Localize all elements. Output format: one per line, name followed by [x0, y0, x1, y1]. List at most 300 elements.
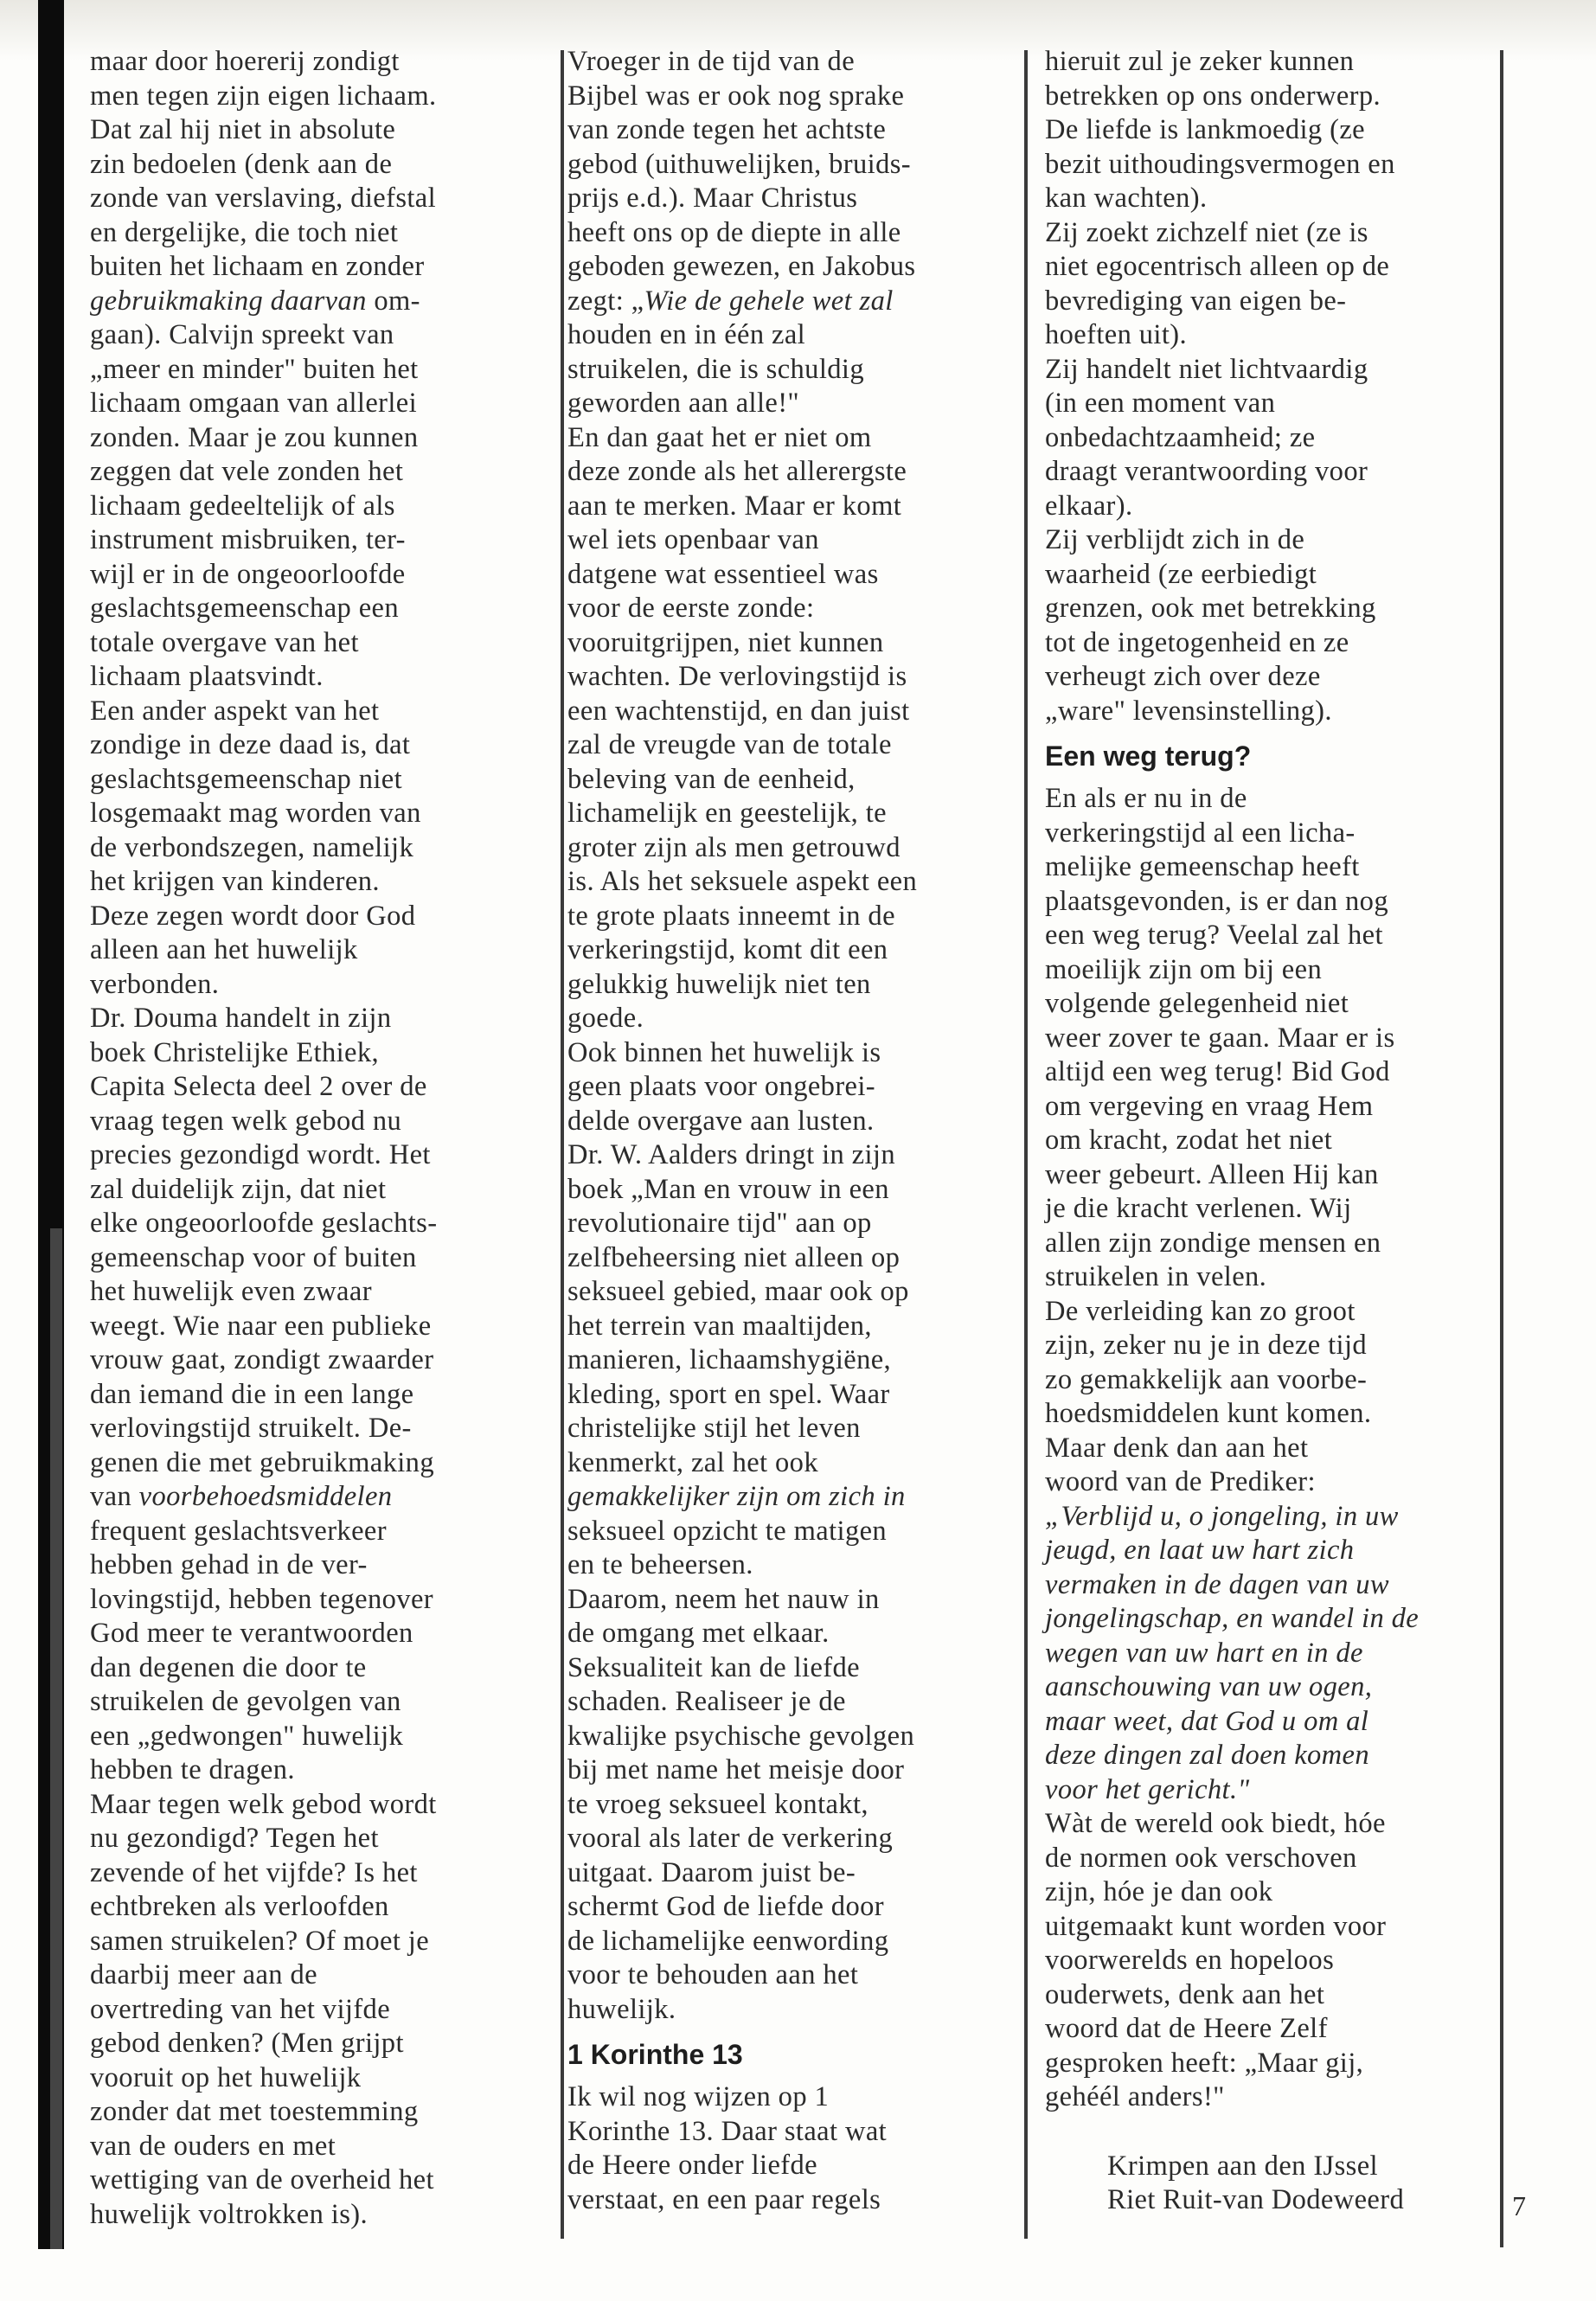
- text: aan te merken. Maar er komt: [567, 490, 902, 522]
- text: verheugt zich over deze: [1045, 661, 1321, 692]
- text-line: [567, 660, 1009, 695]
- text-line: [90, 216, 531, 251]
- text: boek „Man en vrouw in een: [567, 1173, 889, 1205]
- text: waarheid (ze eerbiedigt: [1045, 558, 1317, 590]
- text-line: [567, 1207, 1009, 1241]
- text-line: [567, 1993, 1009, 2028]
- text: wettiging van de overheid het: [90, 2164, 434, 2195]
- text-line: [1045, 1397, 1486, 1432]
- signature-line: [1045, 2183, 1486, 2218]
- text-line: [1045, 558, 1486, 593]
- text-line: [567, 1583, 1009, 1618]
- text-line: [567, 523, 1009, 558]
- text: verkeringstijd al een licha-: [1045, 817, 1356, 849]
- text-line: [1045, 2080, 1486, 2115]
- text: Deze zegen wordt door God: [90, 900, 416, 932]
- text-line: [1045, 387, 1486, 421]
- text-line: [567, 933, 1009, 968]
- text-line: [90, 592, 531, 626]
- italic-text: gebruikmaking daarvan: [90, 285, 367, 317]
- text: uitgaat. Daarom juist be-: [567, 1856, 856, 1888]
- text: delde overgave aan lusten.: [567, 1105, 875, 1137]
- text-line: [567, 728, 1009, 763]
- text-line: [1045, 113, 1486, 148]
- text-line: [567, 387, 1009, 421]
- text-line: [90, 933, 531, 968]
- text-line: [567, 865, 1009, 900]
- text-line: [90, 1958, 531, 1993]
- text: zeggen dat vele zonden het: [90, 456, 404, 487]
- text-line: [90, 968, 531, 1003]
- text: elke ongeoorloofde geslachts-: [90, 1208, 438, 1239]
- text-line: [567, 1343, 1009, 1378]
- text: draagt verantwoording voor: [1045, 456, 1368, 487]
- text-line: [90, 1993, 531, 2028]
- text-line: [567, 968, 1009, 1003]
- text: wijl er in de ongeoorloofde: [90, 558, 406, 590]
- text: instrument misbruiken, ter-: [90, 524, 406, 555]
- text: en te beheersen.: [567, 1549, 753, 1580]
- text-line: [90, 1002, 531, 1036]
- text-line: [567, 558, 1009, 593]
- text: vrouw gaat, zondigt zwaarder: [90, 1344, 434, 1375]
- text-line: [90, 2198, 531, 2233]
- text: geslachtsgemeenschap niet: [90, 763, 403, 795]
- text-line: [1045, 353, 1486, 388]
- text-line: [1045, 1944, 1486, 1978]
- text-line: [90, 45, 531, 80]
- italic-text: deze dingen zal doen komen: [1045, 1740, 1370, 1771]
- text: en dergelijke, die toch niet: [90, 216, 399, 248]
- text: kleding, sport en spel. Waar: [567, 1378, 890, 1410]
- text: betrekken op ons onderwerp.: [1045, 80, 1381, 112]
- text-line: [90, 148, 531, 183]
- italic-text: Wie de gehele wet zal: [644, 285, 894, 317]
- text: huwelijk voltrokken is).: [90, 2198, 369, 2230]
- text: bezit uithoudingsvermogen en: [1045, 148, 1395, 180]
- text-line: [1045, 1842, 1486, 1876]
- spacer: [1045, 2115, 1486, 2150]
- text-line: [90, 2027, 531, 2061]
- text-line: [567, 2080, 1009, 2115]
- text: hebben te dragen.: [90, 1754, 295, 1785]
- text-line: [567, 1720, 1009, 1754]
- text-line: [567, 1480, 1009, 1515]
- text: De liefde is lankmoedig (ze: [1045, 114, 1365, 145]
- text-line: [90, 1617, 531, 1651]
- text-line: [567, 318, 1009, 353]
- text-line: [90, 797, 531, 831]
- text: En als er nu in de: [1045, 783, 1247, 814]
- text-line: [1045, 490, 1486, 524]
- text: Wàt de wereld ook biedt, hóe: [1045, 1808, 1386, 1839]
- italic-text: vermaken in de dagen van uw: [1045, 1568, 1389, 1600]
- text: zo gemakkelijk aan voorbe-: [1045, 1363, 1368, 1395]
- text: vooruitgrijpen, niet kunnen: [567, 626, 884, 658]
- text: melijke gemeenschap heeft: [1045, 851, 1360, 882]
- text-line: [567, 45, 1009, 80]
- text: schermt God de liefde door: [567, 1891, 884, 1922]
- text-line: [567, 1446, 1009, 1481]
- text: men tegen zijn eigen lichaam.: [90, 80, 437, 112]
- text-line: [90, 1720, 531, 1754]
- text-line: [567, 626, 1009, 661]
- text: revolutionaire tijd" aan op: [567, 1208, 872, 1239]
- text-line: [567, 1241, 1009, 1276]
- italic-text: aanschouwing van uw ogen,: [1045, 1671, 1373, 1702]
- text-line: [90, 1105, 531, 1139]
- text-line: [1045, 782, 1486, 817]
- text-line: [1045, 523, 1486, 558]
- text: zonde van verslaving, diefstal: [90, 183, 437, 214]
- text-line: [567, 250, 1009, 285]
- text-line: [1045, 1670, 1486, 1705]
- text: woord dat de Heere Zelf: [1045, 2013, 1328, 2044]
- page-number: 7: [1512, 2190, 1526, 2221]
- text: je die kracht verlenen. Wij: [1045, 1193, 1352, 1224]
- text: Dr. W. Aalders dringt in zijn: [567, 1139, 896, 1170]
- text: maar door hoererij zondigt: [90, 46, 400, 77]
- text: nu gezondigd? Tegen het: [90, 1823, 379, 1854]
- text: zegt: „: [567, 285, 644, 317]
- italic-text: jeugd, en laat uw hart zich: [1045, 1535, 1355, 1566]
- text: gelukkig huwelijk niet ten: [567, 968, 871, 1000]
- text: Seksualiteit kan de liefde: [567, 1651, 861, 1683]
- text: verbonden.: [90, 968, 220, 1000]
- text-line: [90, 558, 531, 593]
- text-line: [567, 1412, 1009, 1446]
- text-line: [1045, 318, 1486, 353]
- text-line: [90, 1310, 531, 1344]
- text: Korinthe 13. Daar staat wat: [567, 2115, 888, 2147]
- text: schaden. Realiseer je de: [567, 1686, 846, 1717]
- text-line: [90, 1036, 531, 1071]
- text: van zonde tegen het achtste: [567, 114, 887, 145]
- text: groter zijn als men getrouwd: [567, 831, 901, 863]
- text-line: [90, 2130, 531, 2164]
- text-line: [1045, 1705, 1486, 1740]
- text: Zij verblijdt zich in de: [1045, 524, 1305, 555]
- text-line: [567, 1788, 1009, 1823]
- column-rule-1: [561, 50, 564, 2239]
- text-line: [90, 80, 531, 114]
- text: frequent geslachtsverkeer: [90, 1515, 387, 1547]
- text-line: [567, 1822, 1009, 1856]
- text-line: [567, 695, 1009, 729]
- text: struikelen, die is schuldig: [567, 353, 864, 385]
- text: Een ander aspekt van het: [90, 695, 380, 727]
- text-line: [90, 182, 531, 216]
- text: lovingstijd, hebben tegenover: [90, 1583, 433, 1615]
- text: Dr. Douma handelt in zijn: [90, 1003, 392, 1034]
- text: struikelen de gevolgen van: [90, 1686, 401, 1717]
- text: zal de vreugde van de totale: [567, 729, 892, 760]
- text: grenzen, ook met betrekking: [1045, 593, 1376, 624]
- text: de verbondszegen, namelijk: [90, 831, 414, 863]
- text: kan wachten).: [1045, 183, 1208, 214]
- text: geen plaats voor ongebrei-: [567, 1071, 876, 1102]
- text-line: [90, 1480, 531, 1515]
- text-line: [1045, 1432, 1486, 1466]
- text-line: [90, 865, 531, 900]
- text: een weg terug? Veelal zal het: [1045, 920, 1383, 951]
- text: plaatsgevonden, is er dan nog: [1045, 885, 1388, 917]
- text: het huwelijk even zwaar: [90, 1276, 372, 1307]
- text-line: [90, 695, 531, 729]
- text-line: [90, 1548, 531, 1583]
- text-line: [1045, 1329, 1486, 1363]
- text-line: [90, 1378, 531, 1413]
- text: En dan gaat het er niet om: [567, 421, 872, 453]
- text: zal duidelijk zijn, dat niet: [90, 1173, 387, 1205]
- text-line: [567, 353, 1009, 388]
- italic-text: „Verblijd u, o jongeling, in uw: [1045, 1500, 1399, 1532]
- text: voor te behouden aan het: [567, 1959, 859, 1990]
- text-line: [567, 1856, 1009, 1891]
- text-line: [1045, 1192, 1486, 1227]
- text-line: [90, 831, 531, 866]
- text: „ware" levensinstelling).: [1045, 695, 1332, 727]
- text: te grote plaats inneemt in de: [567, 900, 895, 932]
- text: prijs e.d.). Maar Christus: [567, 183, 858, 214]
- text-line: [1045, 1534, 1486, 1568]
- text-line: [567, 1753, 1009, 1788]
- text-line: [90, 250, 531, 285]
- text-line: [1045, 1773, 1486, 1808]
- text-line: [90, 763, 531, 798]
- text: kwalijke psychische gevolgen: [567, 1720, 915, 1752]
- text-line: [1045, 660, 1486, 695]
- text: Zij zoekt zichzelf niet (ze is: [1045, 216, 1368, 248]
- text-line: [1045, 80, 1486, 114]
- text: seksueel gebied, maar ook op: [567, 1276, 909, 1307]
- text-line: [1045, 1465, 1486, 1500]
- text: te vroeg seksueel kontakt,: [567, 1788, 869, 1820]
- text: vooruit op het huwelijk: [90, 2061, 362, 2093]
- text-line: [1045, 626, 1486, 661]
- text: zijn, hóe je dan ook: [1045, 1876, 1273, 1907]
- text-line: [567, 455, 1009, 490]
- text-line: [1045, 421, 1486, 456]
- text: wachten. De verlovingstijd is: [567, 661, 907, 692]
- text-line: [90, 1753, 531, 1788]
- text-line: [90, 1651, 531, 1686]
- text: verlovingstijd struikelt. De-: [90, 1413, 412, 1444]
- scan-edge-lower: [50, 1228, 62, 2249]
- text: het terrein van maaltijden,: [567, 1310, 872, 1342]
- text-line: [567, 2183, 1009, 2218]
- text-line: [1045, 885, 1486, 920]
- text-line: [90, 2163, 531, 2198]
- text: „meer en minder" buiten het: [90, 353, 419, 385]
- text-line: [90, 1856, 531, 1891]
- text: houden en in één zal: [567, 319, 806, 350]
- text: zin bedoelen (denk aan de: [90, 148, 393, 180]
- text-line: [1045, 148, 1486, 183]
- text-line: [90, 1207, 531, 1241]
- text-line: [1045, 1910, 1486, 1945]
- text: buiten het lichaam en zonder: [90, 251, 425, 282]
- italic-text: maar weet, dat God u om al: [1045, 1705, 1369, 1737]
- text-line: [90, 285, 531, 319]
- text-line: [90, 455, 531, 490]
- text: Bijbel was er ook nog sprake: [567, 80, 905, 112]
- text: zevende of het vijfde? Is het: [90, 1856, 418, 1888]
- text-line: [90, 1173, 531, 1208]
- text-line: [90, 1583, 531, 1618]
- text-line: [567, 421, 1009, 456]
- text-line: [1045, 817, 1486, 851]
- text-line: [90, 660, 531, 695]
- text-line: [1045, 1022, 1486, 1056]
- text: vooral als later de verkering: [567, 1823, 894, 1854]
- text: Maar tegen welk gebod wordt: [90, 1788, 437, 1820]
- text-line: [1045, 1875, 1486, 1910]
- text: Maar denk dan aan het: [1045, 1432, 1309, 1464]
- text-line: [567, 182, 1009, 216]
- text: wel iets openbaar van: [567, 524, 819, 555]
- text-line: [90, 1138, 531, 1173]
- text: lichaam omgaan van allerlei: [90, 388, 418, 419]
- text: gesproken heeft: „Maar gij,: [1045, 2047, 1364, 2079]
- text-line: [1045, 953, 1486, 988]
- text-line: [90, 1241, 531, 1276]
- text-line: [567, 1105, 1009, 1139]
- text-line: [1045, 1978, 1486, 2013]
- text-line: [1045, 592, 1486, 626]
- text-line: [90, 2061, 531, 2096]
- section-heading: Een weg terug?: [1045, 740, 1252, 772]
- text: om-: [366, 285, 420, 317]
- text: totale overgave van het: [90, 626, 359, 658]
- text: van de ouders en met: [90, 2130, 337, 2162]
- text: verstaat, en een paar regels: [567, 2183, 881, 2215]
- text-line: [1045, 1739, 1486, 1773]
- text: dan degenen die door te: [90, 1651, 367, 1683]
- text-line: [90, 1446, 531, 1481]
- text-line: [1045, 285, 1486, 319]
- text: beleving van de eenheid,: [567, 763, 856, 795]
- text-line: [1045, 1568, 1486, 1603]
- text-line: [567, 1925, 1009, 1959]
- text: (in een moment van: [1045, 388, 1276, 419]
- text-line: [567, 900, 1009, 934]
- text: bevrediging van eigen be-: [1045, 285, 1347, 317]
- column-middle: [567, 45, 1009, 2217]
- text-line: [90, 523, 531, 558]
- text: datgene wat essentieel was: [567, 558, 879, 590]
- text-line: [1045, 1227, 1486, 1261]
- column-left: [90, 45, 531, 2232]
- text: zonder dat met toestemming: [90, 2096, 419, 2127]
- page-edge-rule: [1500, 50, 1503, 2247]
- text: hebben gehad in de ver-: [90, 1549, 368, 1580]
- text-line: [567, 592, 1009, 626]
- text-line: [1045, 455, 1486, 490]
- text-line: [1045, 850, 1486, 885]
- text: altijd een weg terug! Bid God: [1045, 1056, 1390, 1087]
- text: Ook binnen het huwelijk is: [567, 1036, 881, 1068]
- text: het krijgen van kinderen.: [90, 866, 380, 897]
- text-line: [567, 1070, 1009, 1105]
- text: de lichamelijke eenwording: [567, 1925, 889, 1957]
- text-line: [90, 353, 531, 388]
- text-line: [567, 1548, 1009, 1583]
- text-line: [567, 113, 1009, 148]
- text: huwelijk.: [567, 1993, 676, 2025]
- text: genen die met gebruikmaking: [90, 1446, 434, 1478]
- text-line: [1045, 1158, 1486, 1193]
- text: zondige in deze daad is, dat: [90, 729, 411, 760]
- text-line: [567, 2115, 1009, 2150]
- text-line: [567, 2149, 1009, 2183]
- text-line: [567, 1310, 1009, 1344]
- text: gebod denken? (Men grijpt: [90, 2028, 404, 2059]
- text: Dat zal hij niet in absolute: [90, 114, 396, 145]
- text: God meer te verantwoorden: [90, 1618, 413, 1649]
- text-line: [567, 1002, 1009, 1036]
- text-line: [1045, 1363, 1486, 1398]
- text: zelfbeheersing niet alleen op: [567, 1241, 901, 1273]
- text: dan iemand die in een lange: [90, 1378, 414, 1410]
- text: vraag tegen welk gebod nu: [90, 1105, 402, 1137]
- text-line: [1045, 1124, 1486, 1158]
- text-line: [1045, 45, 1486, 80]
- text-line: [90, 1788, 531, 1823]
- text: de omgang met elkaar.: [567, 1618, 830, 1649]
- text-line: [1045, 1500, 1486, 1535]
- text-line: [1045, 1807, 1486, 1842]
- text: voor de eerste zonde:: [567, 593, 815, 624]
- text: verkeringstijd, komt dit een: [567, 934, 888, 965]
- text: daarbij meer aan de: [90, 1959, 317, 1990]
- text-line: [567, 1685, 1009, 1720]
- text-line: [90, 490, 531, 524]
- text: losgemaakt mag worden van: [90, 798, 421, 829]
- text-line: [1045, 919, 1486, 953]
- text-line: [567, 490, 1009, 524]
- text-line: [567, 1275, 1009, 1310]
- text-line: [1045, 987, 1486, 1022]
- text: hieruit zul je zeker kunnen: [1045, 46, 1355, 77]
- text: Vroeger in de tijd van de: [567, 46, 856, 77]
- text-line: [90, 421, 531, 456]
- text-line: [90, 1822, 531, 1856]
- text: geboden gewezen, en Jakobus: [567, 251, 916, 282]
- text-line: [1045, 250, 1486, 285]
- text-line: [90, 1412, 531, 1446]
- text: uitgemaakt kunt worden voor: [1045, 1910, 1387, 1942]
- text-line: [1045, 695, 1486, 729]
- text: gaan). Calvijn spreekt van: [90, 319, 394, 350]
- text-line: [1045, 2047, 1486, 2081]
- text: echtbreken als verloofden: [90, 1891, 389, 1922]
- text: struikelen in velen.: [1045, 1261, 1267, 1292]
- section-heading: 1 Korinthe 13: [567, 2039, 743, 2070]
- text: een wachtenstijd, en dan juist: [567, 695, 910, 727]
- italic-text: wegen van uw hart en in de: [1045, 1637, 1363, 1669]
- text: gebod (uithuwelijken, bruids-: [567, 148, 912, 180]
- text: seksueel opzicht te matigen: [567, 1515, 888, 1547]
- text: bij met name het meisje door: [567, 1754, 905, 1785]
- column-right: [1045, 45, 1486, 2218]
- text: onbedachtzaamheid; ze: [1045, 421, 1316, 453]
- text: volgende gelegenheid niet: [1045, 988, 1349, 1019]
- text: om vergeving en vraag Hem: [1045, 1090, 1374, 1122]
- text: lichaam plaatsvindt.: [90, 661, 324, 692]
- text-line: [567, 216, 1009, 251]
- text: christelijke stijl het leven: [567, 1413, 861, 1444]
